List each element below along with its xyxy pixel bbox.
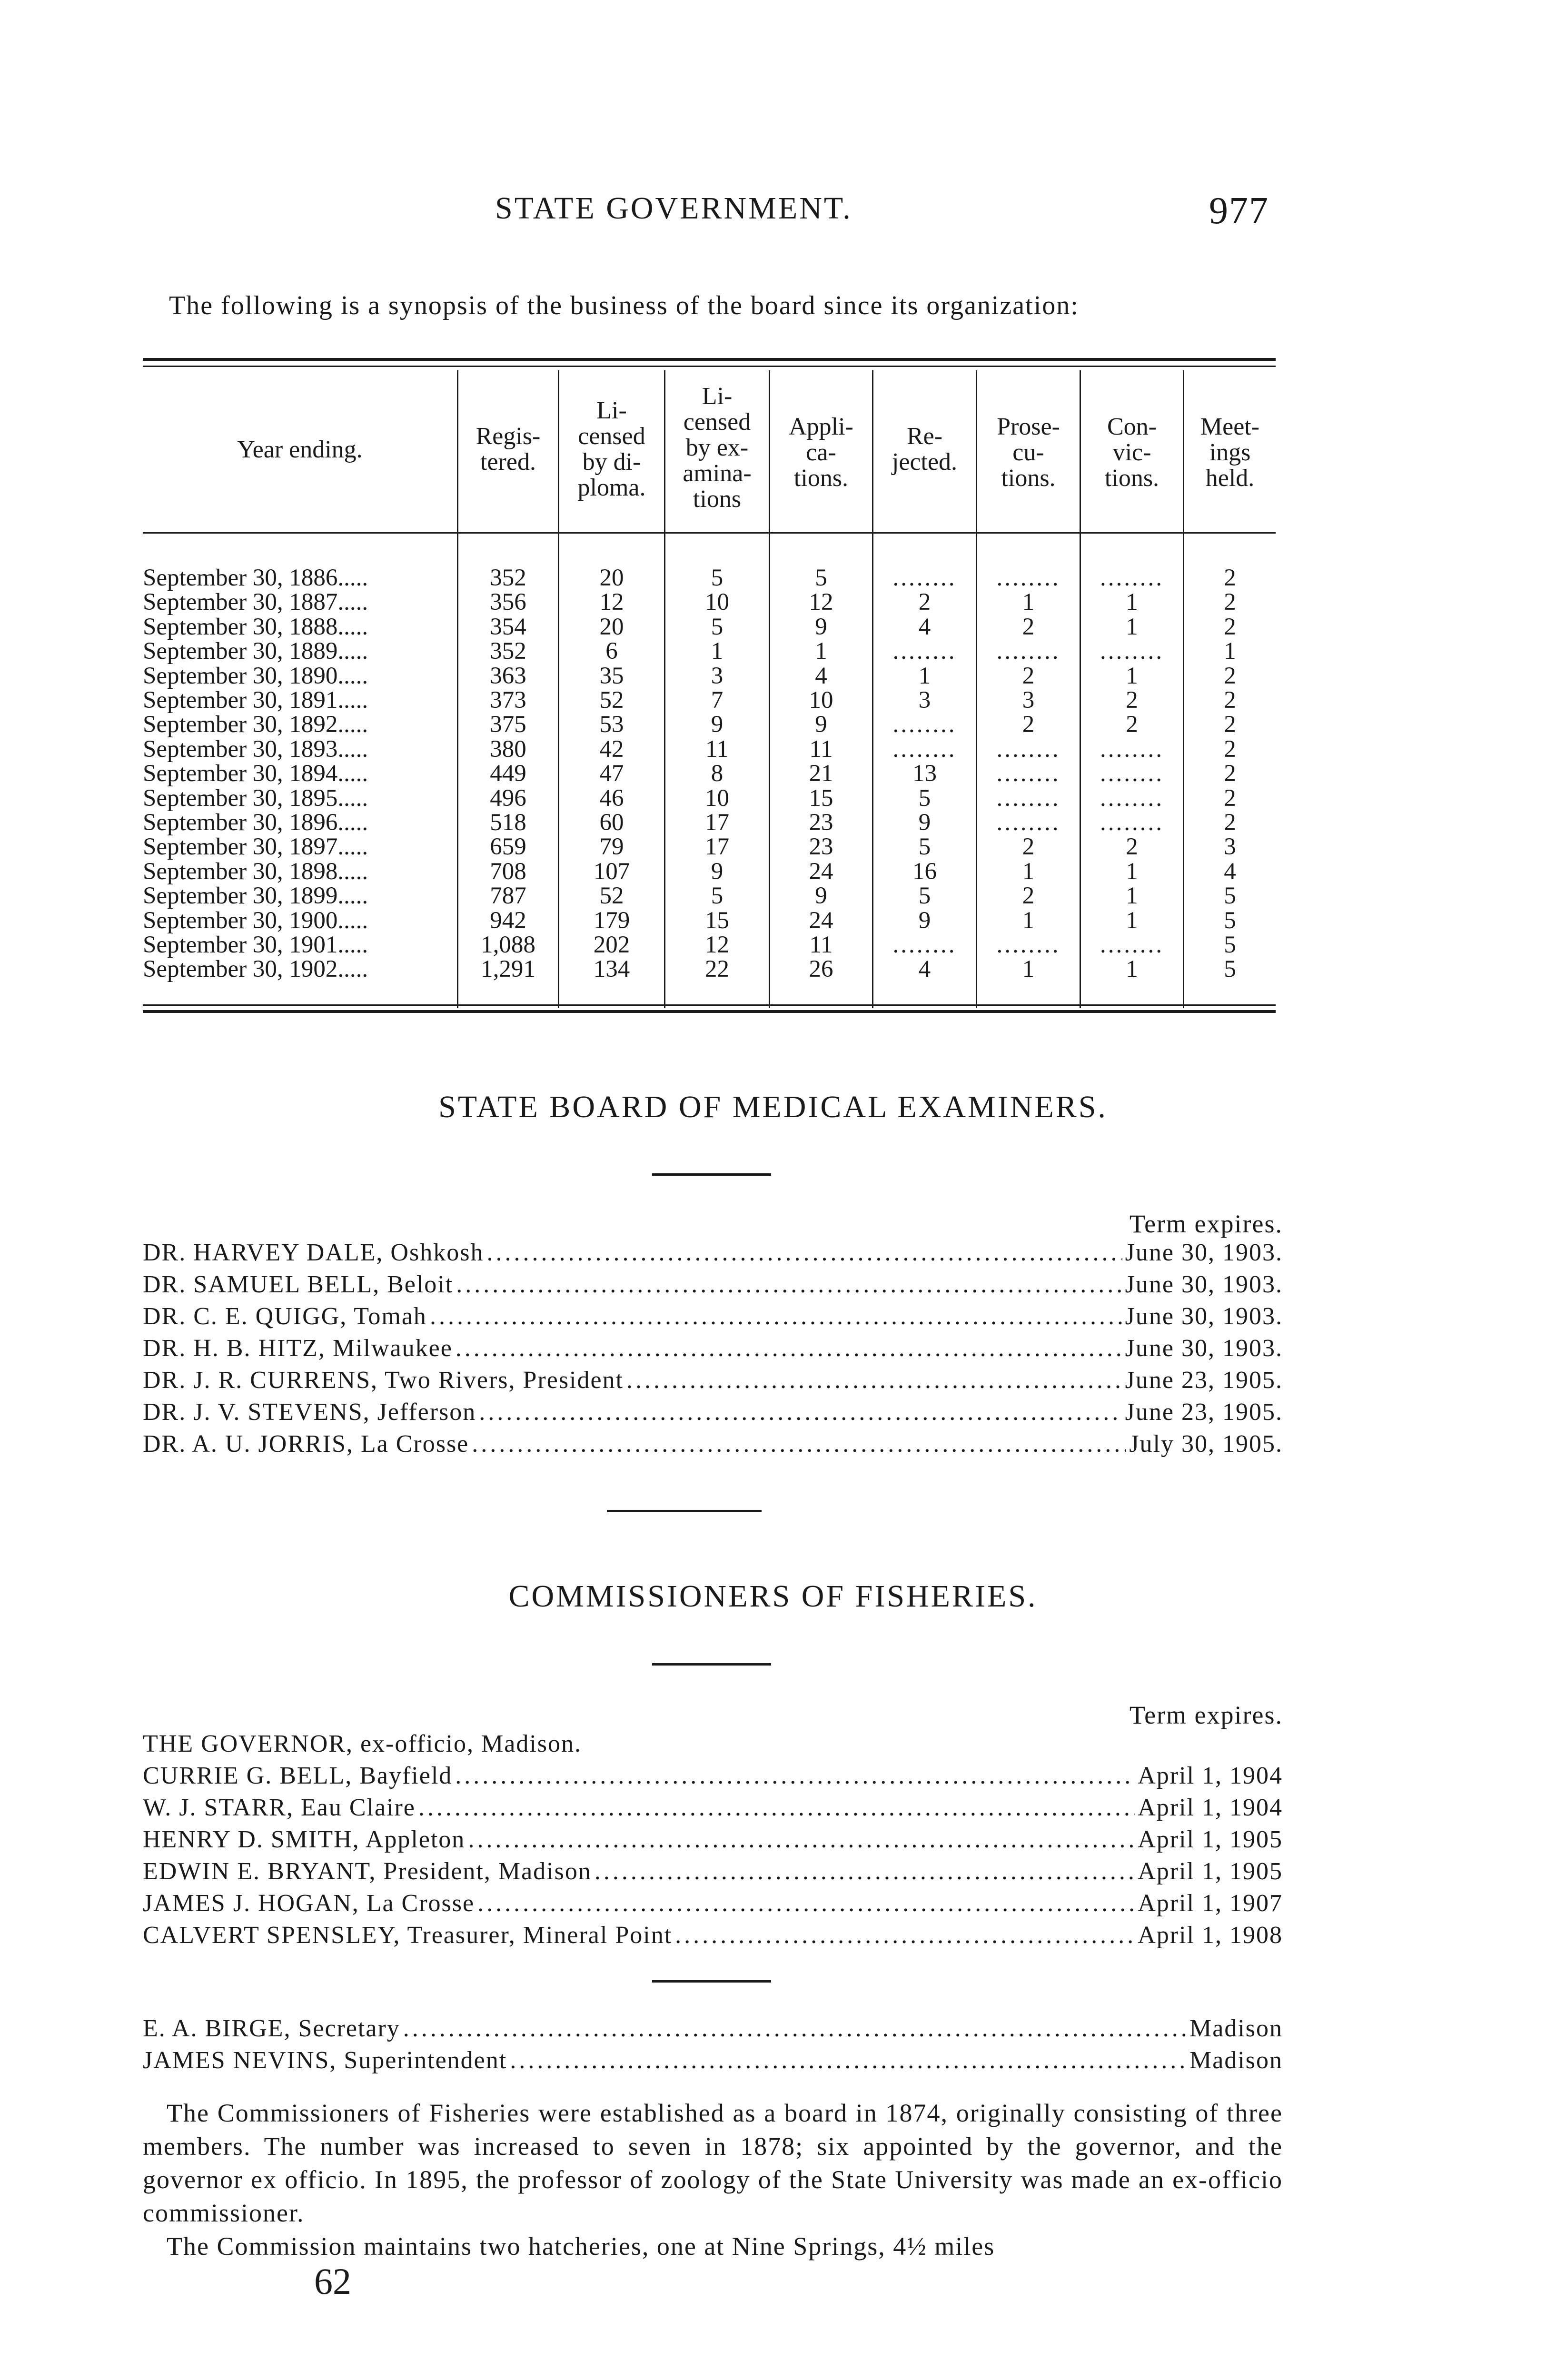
cell-convictions: 2 <box>1126 711 1138 738</box>
cell-registered: 375 <box>490 711 526 738</box>
cell-rejected: 16 <box>912 858 937 885</box>
medical-member-row <box>143 1302 1283 1334</box>
cell-rejected: 9 <box>918 809 931 836</box>
cell-exam: 22 <box>705 956 729 983</box>
member-term: April 1, 1905 <box>1138 1826 1283 1853</box>
cell-exam: 3 <box>711 662 723 689</box>
member-term: Madison <box>1189 2015 1283 2042</box>
medical-member-row <box>143 1270 1283 1302</box>
member-term: April 1, 1905 <box>1138 1858 1283 1885</box>
header-year: Year ending. <box>237 436 363 463</box>
dot-leader <box>418 1794 1135 1822</box>
table-row <box>143 639 1276 664</box>
cell-rejected: 5 <box>918 833 931 861</box>
table-row <box>143 712 1276 737</box>
cell-rejected: 5 <box>918 883 931 910</box>
cell-registered: 1,291 <box>481 956 535 983</box>
cell-year: September 30, 1898..... <box>143 858 368 885</box>
cell-exam: 10 <box>705 589 729 616</box>
cell-year: September 30, 1896..... <box>143 809 368 836</box>
table-row <box>143 932 1276 957</box>
cell-year: September 30, 1892..... <box>143 711 368 738</box>
cell-registered: 352 <box>490 565 526 591</box>
cell-applications: 9 <box>815 883 827 910</box>
cell-rejected: ........ <box>892 735 957 763</box>
cell-registered: 496 <box>490 784 526 812</box>
header-meetings: Meet- ings held. <box>1200 413 1260 492</box>
member-name: HENRY D. SMITH, Appleton <box>143 1826 466 1853</box>
cell-applications: 23 <box>809 833 833 861</box>
cell-meetings: 2 <box>1224 589 1236 616</box>
table-row <box>143 590 1276 615</box>
table-row <box>143 859 1276 884</box>
cell-prosecutions: ........ <box>996 565 1060 591</box>
fisheries-paragraph-2: The Commission maintains two hatcheries, one at Nine Springs, 4½ miles <box>167 2232 995 2261</box>
cell-exam: 1 <box>711 638 723 665</box>
cell-registered: 380 <box>490 735 526 763</box>
cell-convictions: ........ <box>1100 735 1164 763</box>
cell-exam: 12 <box>705 932 729 958</box>
header-applications: Appli- ca- tions. <box>789 413 853 492</box>
cell-year: September 30, 1887..... <box>143 589 368 616</box>
cell-prosecutions: 2 <box>1022 833 1035 861</box>
table-row <box>143 834 1276 859</box>
cell-exam: 5 <box>711 565 723 591</box>
member-name: DR. H. B. HITZ, Milwaukee <box>143 1335 453 1362</box>
cell-diploma: 42 <box>599 735 624 763</box>
table-row <box>143 761 1276 786</box>
cell-convictions: 1 <box>1126 907 1138 934</box>
cell-prosecutions: 2 <box>1022 613 1035 640</box>
cell-diploma: 46 <box>599 784 624 812</box>
cell-applications: 5 <box>815 565 827 591</box>
cell-exam: 5 <box>711 883 723 910</box>
cell-prosecutions: 2 <box>1022 883 1035 910</box>
table-bottom-rule <box>143 1010 1276 1013</box>
cell-applications: 9 <box>815 711 827 738</box>
cell-diploma: 179 <box>593 907 630 934</box>
officer-row <box>143 2014 1283 2046</box>
running-title: STATE GOVERNMENT. <box>495 191 852 226</box>
cell-exam: 9 <box>711 858 723 885</box>
cell-rejected: 3 <box>918 687 931 714</box>
header-prosecutions: Prose- cu- tions. <box>997 413 1060 492</box>
table-top-rule-thin <box>143 366 1276 367</box>
member-name: DR. J. V. STEVENS, Jefferson <box>143 1398 476 1426</box>
cell-exam: 10 <box>705 784 729 812</box>
cell-year: September 30, 1900..... <box>143 907 368 934</box>
cell-diploma: 107 <box>593 858 630 885</box>
cell-prosecutions: 2 <box>1022 711 1035 738</box>
cell-registered: 356 <box>490 589 526 616</box>
fisheries-member-row <box>143 1921 1283 1953</box>
member-name: DR. HARVEY DALE, Oshkosh <box>143 1239 484 1266</box>
cell-diploma: 35 <box>599 662 624 689</box>
header-diploma: Li- censed by di- ploma. <box>577 397 646 501</box>
medical-term-header: Term expires. <box>1129 1210 1283 1238</box>
cell-year: September 30, 1899..... <box>143 883 368 910</box>
cell-rejected: ........ <box>892 565 957 591</box>
medical-member-row <box>143 1398 1283 1430</box>
table-row <box>143 737 1276 762</box>
cell-prosecutions: 3 <box>1022 687 1035 714</box>
cell-prosecutions: ........ <box>996 809 1060 836</box>
fisheries-member-row <box>143 1825 1283 1857</box>
member-name: DR. C. E. QUIGG, Tomah <box>143 1303 427 1330</box>
cell-registered: 363 <box>490 662 526 689</box>
medical-member-row <box>143 1366 1283 1398</box>
cell-year: September 30, 1893..... <box>143 735 368 763</box>
table-row <box>143 908 1276 933</box>
cell-applications: 23 <box>809 809 833 836</box>
cell-exam: 11 <box>705 735 729 763</box>
officer-row <box>143 2046 1283 2078</box>
member-name: JAMES J. HOGAN, La Crosse <box>143 1890 475 1917</box>
cell-diploma: 6 <box>605 638 618 665</box>
cell-year: September 30, 1897..... <box>143 833 368 861</box>
dot-leader <box>595 1857 1135 1885</box>
member-term: June 30, 1903. <box>1125 1271 1283 1298</box>
cell-meetings: 2 <box>1224 565 1236 591</box>
member-term: April 1, 1908 <box>1138 1922 1283 1949</box>
dot-leader <box>479 1398 1122 1426</box>
member-term: June 30, 1903. <box>1125 1239 1283 1266</box>
table-row <box>143 615 1276 639</box>
cell-meetings: 2 <box>1224 711 1236 738</box>
cell-prosecutions: 1 <box>1022 956 1035 983</box>
dot-leader <box>430 1302 1122 1330</box>
cell-meetings: 2 <box>1224 613 1236 640</box>
cell-diploma: 52 <box>599 883 624 910</box>
dot-leader <box>477 1889 1135 1917</box>
cell-rejected: ........ <box>892 711 957 738</box>
cell-year: September 30, 1901..... <box>143 932 368 958</box>
dot-leader <box>403 2014 1187 2043</box>
cell-meetings: 2 <box>1224 760 1236 787</box>
table-top-rule <box>143 358 1276 361</box>
member-term: June 23, 1905. <box>1125 1398 1283 1426</box>
cell-applications: 12 <box>809 589 833 616</box>
member-term: June 30, 1903. <box>1125 1335 1283 1362</box>
cell-year: September 30, 1890..... <box>143 662 368 689</box>
cell-applications: 15 <box>809 784 833 812</box>
cell-convictions: ........ <box>1100 784 1164 812</box>
fisheries-member-row <box>143 1762 1283 1794</box>
cell-meetings: 2 <box>1224 687 1236 714</box>
dot-leader <box>675 1921 1135 1949</box>
cell-meetings: 5 <box>1224 956 1236 983</box>
header-rejected: Re- jected. <box>892 423 958 476</box>
cell-prosecutions: ........ <box>996 638 1060 665</box>
cell-year: September 30, 1888..... <box>143 613 368 640</box>
member-name: JAMES NEVINS, Superintendent <box>143 2047 507 2074</box>
cell-prosecutions: 1 <box>1022 589 1035 616</box>
cell-applications: 9 <box>815 613 827 640</box>
cell-prosecutions: ........ <box>996 760 1060 787</box>
fisheries-member-row <box>143 1889 1283 1921</box>
fisheries-member-row <box>143 1794 1283 1825</box>
cell-diploma: 20 <box>599 613 624 640</box>
cell-applications: 24 <box>809 907 833 934</box>
cell-diploma: 52 <box>599 687 624 714</box>
cell-exam: 15 <box>705 907 729 934</box>
dot-leader <box>626 1366 1122 1394</box>
fisheries-member-list <box>143 1762 1283 1953</box>
table-row <box>143 565 1276 590</box>
fisheries-paragraph-1: The Commissioners of Fisheries were established as a board in 1874, originally consisting of three members. The number was increased to seven in 1878; six appointed by the governor, and the governor ex officio. In 1895, the professor of zoology of the State University was made an ex-officio commissioner. <box>143 2099 1283 2227</box>
cell-convictions: 2 <box>1126 833 1138 861</box>
dot-leader <box>455 1762 1135 1790</box>
member-term: April 1, 1904 <box>1138 1794 1283 1821</box>
cell-registered: 708 <box>490 858 526 885</box>
cell-registered: 352 <box>490 638 526 665</box>
dot-leader <box>472 1430 1126 1458</box>
cell-meetings: 5 <box>1224 907 1236 934</box>
header-registered: Regis- tered. <box>476 423 541 476</box>
cell-rejected: 9 <box>918 907 931 934</box>
medical-member-list <box>143 1239 1283 1462</box>
cell-year: September 30, 1895..... <box>143 784 368 812</box>
cell-rejected: 2 <box>918 589 931 616</box>
section-divider <box>652 1173 771 1176</box>
page-number: 977 <box>1209 190 1269 232</box>
cell-meetings: 3 <box>1224 833 1236 861</box>
cell-convictions: ........ <box>1100 638 1164 665</box>
table-row <box>143 810 1276 835</box>
cell-applications: 11 <box>809 932 833 958</box>
cell-diploma: 134 <box>593 956 630 983</box>
cell-exam: 17 <box>705 833 729 861</box>
cell-rejected: 4 <box>918 613 931 640</box>
member-term: April 1, 1907 <box>1138 1890 1283 1917</box>
cell-applications: 24 <box>809 858 833 885</box>
member-term: June 30, 1903. <box>1125 1303 1283 1330</box>
header-exam: Li- censed by ex- amina- tions <box>683 383 752 513</box>
cell-prosecutions: ........ <box>996 735 1060 763</box>
cell-applications: 1 <box>815 638 827 665</box>
medical-board-title: STATE BOARD OF MEDICAL EXAMINERS. <box>438 1090 1108 1124</box>
cell-year: September 30, 1902..... <box>143 956 368 983</box>
cell-convictions: 1 <box>1126 589 1138 616</box>
cell-registered: 787 <box>490 883 526 910</box>
section-divider <box>652 1663 771 1666</box>
member-term: June 23, 1905. <box>1125 1367 1283 1394</box>
member-term: July 30, 1905. <box>1129 1430 1283 1458</box>
cell-exam: 8 <box>711 760 723 787</box>
cell-registered: 449 <box>490 760 526 787</box>
fisheries-roster <box>143 1700 1283 1953</box>
member-name: EDWIN E. BRYANT, President, Madison <box>143 1858 592 1885</box>
cell-meetings: 5 <box>1224 932 1236 958</box>
cell-applications: 4 <box>815 662 827 689</box>
cell-meetings: 2 <box>1224 735 1236 763</box>
cell-rejected: 5 <box>918 784 931 812</box>
table-header-rule <box>143 532 1276 534</box>
folio-number: 62 <box>314 2261 351 2302</box>
cell-rejected: 4 <box>918 956 931 983</box>
medical-member-row <box>143 1334 1283 1366</box>
table-row <box>143 786 1276 811</box>
cell-convictions: ........ <box>1100 932 1164 958</box>
cell-registered: 659 <box>490 833 526 861</box>
cell-diploma: 53 <box>599 711 624 738</box>
medical-member-row <box>143 1430 1283 1462</box>
member-name: CALVERT SPENSLEY, Treasurer, Mineral Point <box>143 1922 673 1949</box>
cell-diploma: 60 <box>599 809 624 836</box>
cell-prosecutions: ........ <box>996 784 1060 812</box>
member-name: W. J. STARR, Eau Claire <box>143 1794 416 1821</box>
cell-meetings: 2 <box>1224 784 1236 812</box>
cell-year: September 30, 1886..... <box>143 565 368 591</box>
table-row <box>143 688 1276 713</box>
cell-registered: 373 <box>490 687 526 714</box>
intro-text: The following is a synopsis of the business of the board since its organization: <box>169 291 1079 320</box>
cell-convictions: ........ <box>1100 809 1164 836</box>
table-row <box>143 883 1276 908</box>
cell-registered: 354 <box>490 613 526 640</box>
fisheries-title: COMMISSIONERS OF FISHERIES. <box>508 1579 1038 1614</box>
member-name: DR. J. R. CURRENS, Two Rivers, President <box>143 1367 624 1394</box>
dot-leader <box>510 2046 1187 2074</box>
dot-leader <box>468 1825 1135 1854</box>
governor-line: THE GOVERNOR, ex-officio, Madison. <box>143 1730 582 1757</box>
member-name: E. A. BIRGE, Secretary <box>143 2015 400 2042</box>
cell-convictions: 1 <box>1126 956 1138 983</box>
section-divider <box>652 1980 771 1983</box>
cell-applications: 26 <box>809 956 833 983</box>
cell-registered: 1,088 <box>481 932 535 958</box>
cell-rejected: 1 <box>918 662 931 689</box>
medical-board-roster <box>143 1209 1283 1462</box>
member-name: DR. A. U. JORRIS, La Crosse <box>143 1430 469 1458</box>
header-convictions: Con- vic- tions. <box>1104 413 1160 492</box>
dot-leader <box>456 1270 1122 1299</box>
table-row <box>143 664 1276 688</box>
cell-diploma: 202 <box>593 932 630 958</box>
table-row <box>143 957 1276 982</box>
cell-year: September 30, 1889..... <box>143 638 368 665</box>
officer-list <box>143 2014 1283 2078</box>
cell-rejected: ........ <box>892 638 957 665</box>
cell-convictions: 2 <box>1126 687 1138 714</box>
member-name: DR. SAMUEL BELL, Beloit <box>143 1271 454 1298</box>
cell-convictions: 1 <box>1126 883 1138 910</box>
member-name: CURRIE G. BELL, Bayfield <box>143 1762 453 1789</box>
dot-leader <box>486 1239 1122 1267</box>
cell-prosecutions: 1 <box>1022 858 1035 885</box>
cell-year: September 30, 1894..... <box>143 760 368 787</box>
cell-exam: 5 <box>711 613 723 640</box>
cell-meetings: 5 <box>1224 883 1236 910</box>
cell-registered: 942 <box>490 907 526 934</box>
cell-registered: 518 <box>490 809 526 836</box>
cell-convictions: 1 <box>1126 858 1138 885</box>
cell-meetings: 1 <box>1224 638 1236 665</box>
cell-prosecutions: 2 <box>1022 662 1035 689</box>
cell-convictions: 1 <box>1126 613 1138 640</box>
cell-meetings: 4 <box>1224 858 1236 885</box>
table-bottom-rule-thin <box>143 1004 1276 1006</box>
cell-applications: 11 <box>809 735 833 763</box>
fisheries-officers <box>143 2014 1283 2078</box>
cell-diploma: 47 <box>599 760 624 787</box>
cell-convictions: ........ <box>1100 760 1164 787</box>
cell-meetings: 2 <box>1224 809 1236 836</box>
fisheries-term-header: Term expires. <box>1129 1701 1283 1729</box>
dot-leader <box>456 1334 1122 1362</box>
cell-diploma: 79 <box>599 833 624 861</box>
cell-exam: 7 <box>711 687 723 714</box>
cell-applications: 10 <box>809 687 833 714</box>
member-term: April 1, 1904 <box>1138 1762 1283 1789</box>
section-divider <box>607 1510 762 1512</box>
cell-applications: 21 <box>809 760 833 787</box>
cell-rejected: ........ <box>892 932 957 958</box>
cell-diploma: 20 <box>599 565 624 591</box>
cell-exam: 17 <box>705 809 729 836</box>
cell-meetings: 2 <box>1224 662 1236 689</box>
cell-rejected: 13 <box>912 760 937 787</box>
cell-prosecutions: 1 <box>1022 907 1035 934</box>
cell-convictions: 1 <box>1126 662 1138 689</box>
fisheries-member-row <box>143 1857 1283 1889</box>
member-term: Madison <box>1189 2047 1283 2074</box>
cell-prosecutions: ........ <box>996 932 1060 958</box>
cell-exam: 9 <box>711 711 723 738</box>
cell-convictions: ........ <box>1100 565 1164 591</box>
medical-member-row <box>143 1239 1283 1270</box>
cell-year: September 30, 1891..... <box>143 687 368 714</box>
cell-diploma: 12 <box>599 589 624 616</box>
